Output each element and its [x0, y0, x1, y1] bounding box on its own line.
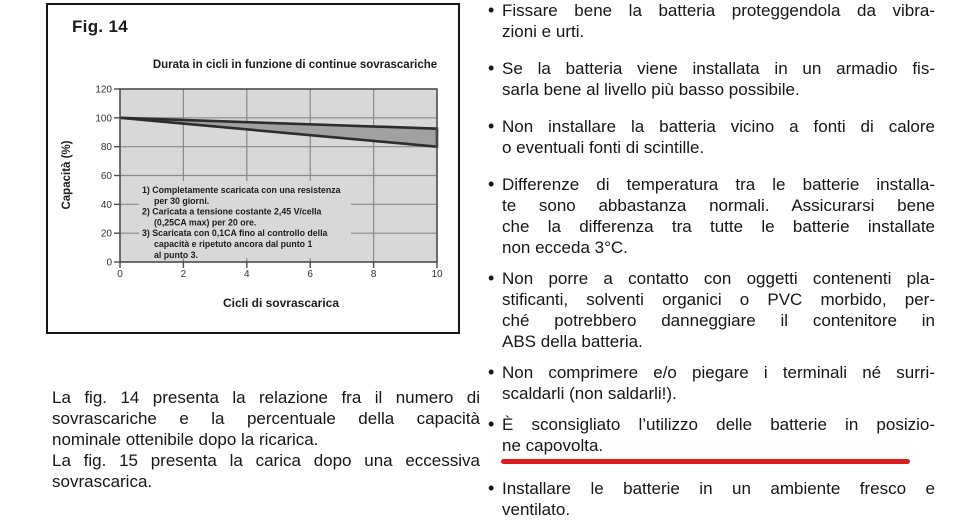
instruction-line: non ecceda 3°C.	[502, 238, 628, 257]
bullet-icon: •	[488, 362, 495, 382]
instruction-item	[488, 362, 935, 404]
ytick-label: 80	[100, 142, 112, 154]
bullet-icon: •	[488, 116, 495, 136]
instruction-item	[488, 116, 935, 158]
instruction-line: o eventuali fonti di scintille.	[502, 138, 705, 157]
xtick-label: 0	[117, 269, 123, 280]
bullet-icon: •	[488, 478, 495, 498]
ytick-label: 60	[100, 171, 112, 182]
instruction-line: sarla bene al livello più basso possibile.	[502, 80, 800, 99]
chart-annotation-line: (0,25CA max) per 20 ore.	[154, 217, 257, 228]
caption-line: sovrascariche e la percentuale della capacità	[52, 409, 480, 428]
instruction-line: Se la batteria viene installata in un armadio fis-	[502, 59, 935, 78]
instruction-line: Non porre a contatto con oggetti contenenti pla-	[502, 269, 935, 288]
instruction-line: ventilato.	[502, 500, 571, 519]
ytick-label: 0	[106, 257, 112, 269]
instruction-line: Installare le batterie in un ambiente fresco e	[502, 479, 935, 498]
instruction-item	[488, 174, 935, 258]
instruction-line: È sconsigliato l’utilizzo delle batterie in posizio-	[502, 415, 935, 434]
overdischarge-cycles-chart	[48, 5, 458, 332]
bullet-icon: •	[488, 0, 495, 20]
bullet-icon: •	[488, 174, 495, 194]
ytick-label: 20	[100, 228, 112, 240]
caption-line: nominale ottenibile dopo la ricarica.	[52, 430, 319, 449]
ytick-label: 100	[95, 113, 112, 125]
figure-caption	[52, 387, 480, 492]
xtick-label: 4	[244, 269, 250, 280]
instruction-line: zioni e urti.	[502, 22, 585, 41]
instruction-line: che la differenza tra tutte le batterie installate	[502, 217, 935, 236]
bullet-icon: •	[488, 58, 495, 78]
instruction-line: scaldarli (non saldarli!).	[502, 384, 677, 403]
caption-line: La fig. 15 presenta la carica dopo una eccessiva	[52, 451, 480, 470]
figure-label: Fig. 14	[72, 17, 128, 36]
instruction-item	[488, 478, 935, 520]
ytick-label: 120	[95, 84, 112, 96]
red-underline-annotation	[501, 459, 910, 464]
bullet-icon: •	[488, 414, 495, 434]
chart-annotation-line: 3) Scaricata con 0,1CA fino al controllo della	[142, 228, 328, 239]
chart-annotation-line: 2) Caricata a tensione costante 2,45 V/cella	[142, 206, 322, 217]
instruction-item	[488, 0, 935, 42]
instruction-line: ABS della batteria.	[502, 332, 643, 351]
chart-title: Durata in cicli in funzione di continue sovrascariche	[152, 59, 438, 71]
instruction-line: stificanti, solventi organici o PVC morbido, per-	[502, 290, 935, 309]
instruction-line: Differenze di temperatura tra le batterie installa-	[502, 175, 935, 194]
ytick-label: 40	[100, 199, 112, 211]
bullet-icon: •	[488, 268, 495, 288]
instructions-list	[488, 0, 935, 520]
instruction-line: ché potrebbero danneggiare il contenitore in	[502, 311, 935, 330]
instruction-line: Non installare la batteria vicino a fonti di calore	[502, 117, 935, 136]
xtick-label: 8	[370, 269, 377, 280]
figure-14-box	[46, 3, 460, 334]
instruction-item	[488, 268, 935, 352]
caption-line: La fig. 14 presenta la relazione fra il numero di	[52, 388, 480, 407]
instruction-line: Fissare bene la batteria proteggendola da vibra-	[502, 1, 935, 20]
instruction-line: te sono abbastanza normali. Assicurarsi bene	[502, 196, 935, 215]
instruction-item	[488, 414, 935, 464]
chart-annotation-line: per 30 giorni.	[154, 195, 210, 206]
caption-line: sovrascarica.	[52, 472, 153, 491]
x-axis-label: Cicli di sovrascarica	[222, 296, 340, 310]
chart-annotation-line: capacità e ripetuto ancora dal punto 1	[154, 239, 313, 249]
chart-annotation-line: al punto 3.	[154, 249, 198, 260]
y-axis-label: Capacità (%)	[61, 140, 73, 210]
instruction-line: ne capovolta.	[502, 436, 604, 455]
instruction-line: Non comprimere e/o piegare i terminali né surri-	[502, 363, 935, 382]
xtick-label: 6	[307, 269, 313, 280]
xtick-label: 2	[180, 269, 187, 280]
xtick-label: 10	[431, 269, 443, 280]
chart-annotation-line: 1) Completamente scaricata con una resistenza	[142, 185, 341, 195]
instruction-item	[488, 58, 935, 100]
